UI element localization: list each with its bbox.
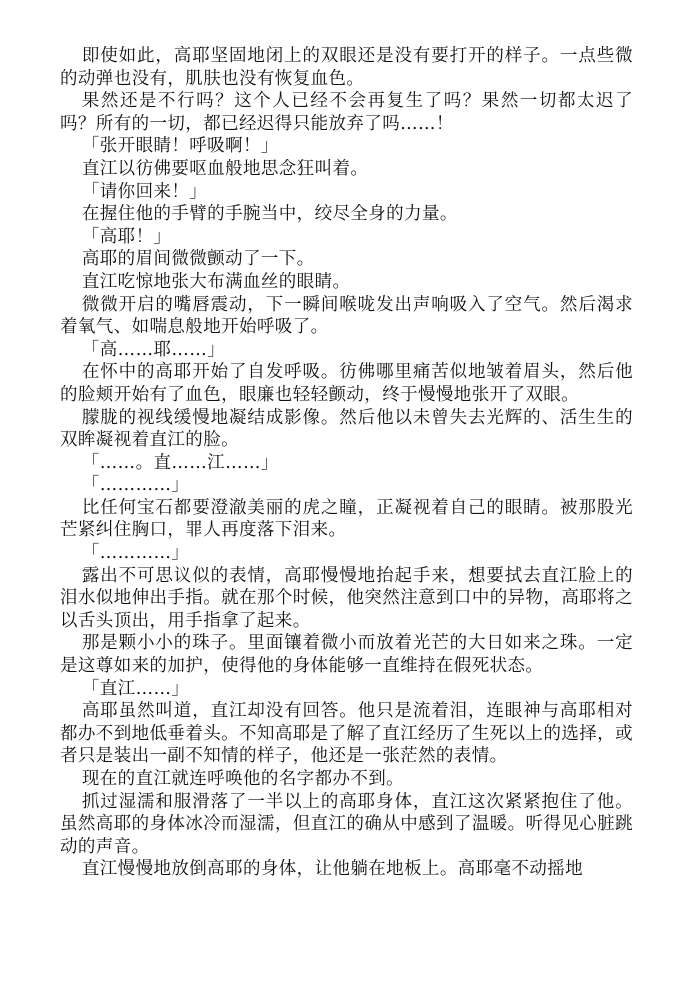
paragraph-8: 高耶的眉间微微颤动了一下。	[81, 249, 315, 270]
paragraph-15: 「…………」	[81, 475, 190, 496]
paragraph-22: 现在的直江就连呼唤他的名字都办不到。	[81, 769, 405, 789]
paragraph-16: 比任何宝石都要澄澈美丽的虎之瞳，正凝视着自己的眼睛。被那股光芒紧纠住胸口，罪人再度落下泪来。	[60, 497, 633, 541]
paragraph-9: 直江吃惊地张大布满血丝的眼睛。	[81, 271, 351, 292]
paragraph-3: 「张开眼睛！呼吸啊！」	[81, 136, 279, 157]
page-body	[60, 45, 633, 881]
paragraph-1: 即使如此，高耶坚固地闭上的双眼还是没有要打开的样子。一点些微的动弹也没有，肌肤也没有恢复血色。	[60, 46, 633, 89]
paragraph-19: 那是颗小小的珠子。里面镶着微小而放着光芒的大日如来之珠。一定是这尊如来的加护，使得他的身体能够一直维持在假死状态。	[60, 633, 633, 677]
paragraph-12: 在怀中的高耶开始了自发呼吸。彷佛哪里痛苦似地皱着眉头，然后他的脸颊开始有了血色，眼廉也轻轻颤动，终于慢慢地张开了双眼。	[60, 362, 633, 405]
paragraph-6: 在握住他的手臂的手腕当中，绞尽全身的力量。	[81, 204, 458, 225]
paragraph-11: 「高……耶……」	[81, 339, 226, 360]
paragraph-4: 直江以彷佛要呕血般地思念狂叫着。	[81, 158, 369, 179]
paragraph-7: 「高耶！」	[81, 226, 172, 247]
paragraph-2: 果然还是不行吗？这个人已经不会再复生了吗？果然一切都太迟了吗？所有的一切，都已经迟得只能放弃了吗……！	[60, 91, 633, 134]
paragraph-5: 「请你回来！」	[81, 181, 208, 202]
paragraph-14: 「……。直……江……」	[81, 452, 279, 473]
paragraph-21: 高耶虽然叫道，直江却没有回答。他只是流着泪，连眼神与高耶相对都办不到地低垂着头。不知高耶是了解了直江经历了生死以上的选择，或者只是装出一副不知情的样子，他还是一张茫然的表情。	[60, 701, 633, 767]
paragraph-24: 直江慢慢地放倒高耶的身体，让他躺在地板上。高耶毫不动摇地	[81, 859, 584, 880]
paragraph-10: 微微开启的嘴唇震动，下一瞬间喉咙发出声响吸入了空气。然后渴求着氧气、如喘息般地开始呼吸了。	[60, 294, 633, 338]
paragraph-23: 抓过湿濡和服滑落了一半以上的高耶身体，直江这次紧紧抱住了他。虽然高耶的身体冰冷而湿濡，但直江的确从中感到了温暖。听得见心脏跳动的声音。	[60, 791, 633, 857]
paragraph-13: 朦胧的视线缓慢地凝结成影像。然后他以未曾失去光辉的、活生生的双眸凝视着直江的脸。	[60, 407, 633, 451]
paragraph-20: 「直江……」	[81, 678, 190, 699]
paragraph-17: 「…………」	[81, 543, 190, 564]
paragraph-18: 露出不可思议似的表情，高耶慢慢地抬起手来，想要拭去直江脸上的泪水似地伸出手指。就在那个时候，他突然注意到口中的异物，高耶将之以舌头顶出，用手指拿了起来。	[60, 565, 633, 631]
